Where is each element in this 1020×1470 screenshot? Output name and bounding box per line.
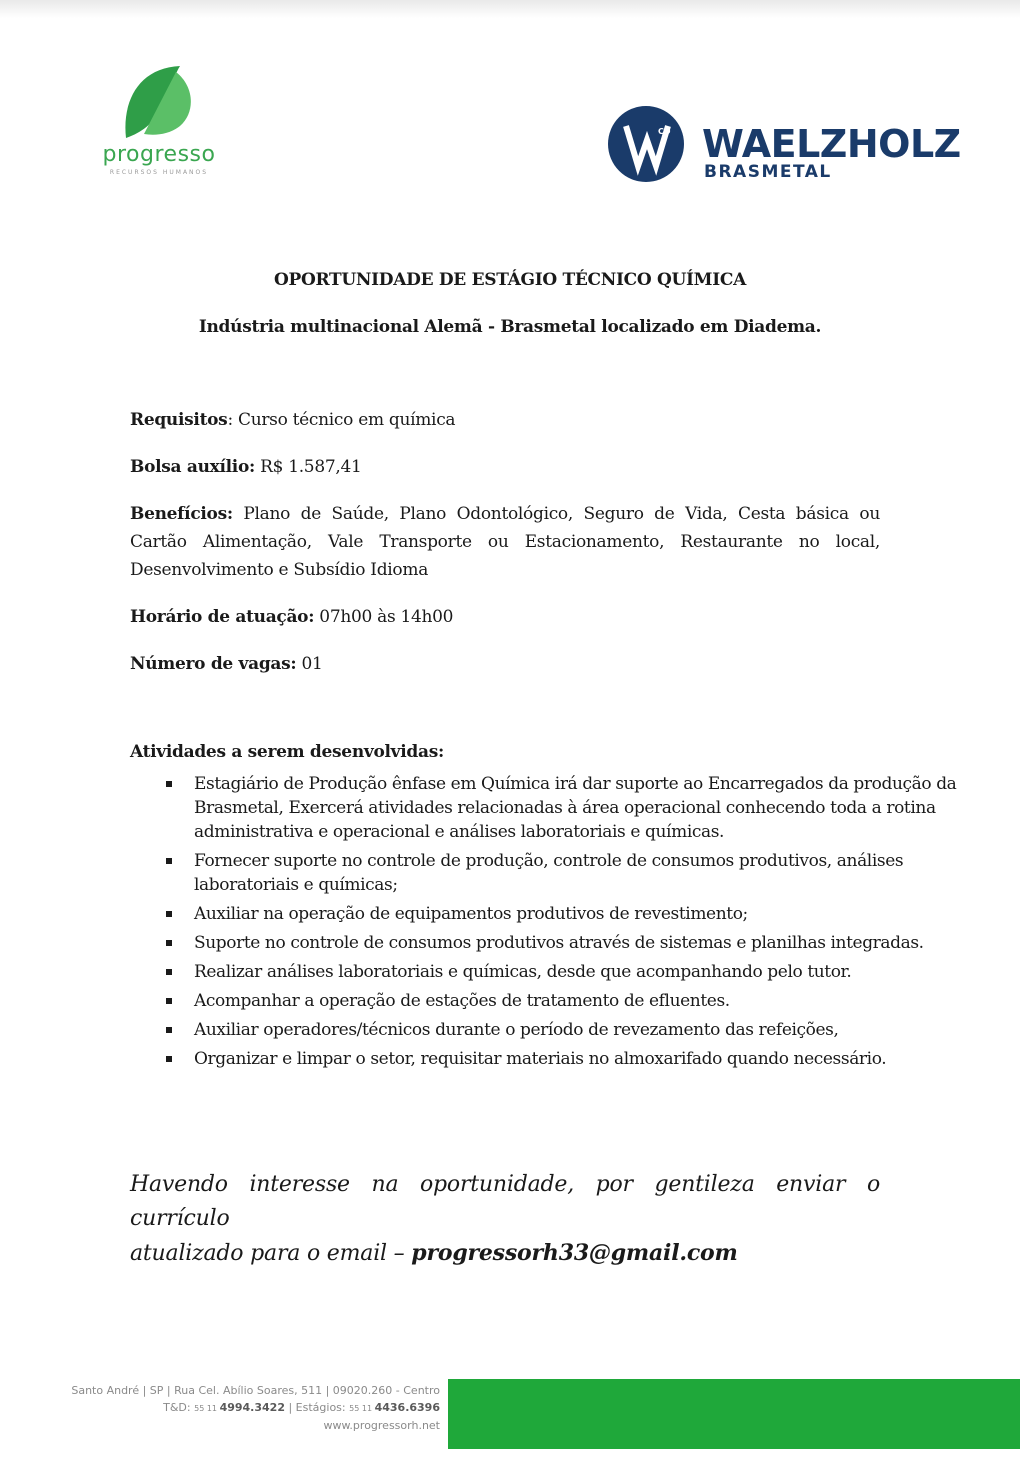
progresso-logo — [84, 62, 234, 182]
field-value: : Curso técnico em química — [227, 410, 456, 430]
list-item: Fornecer suporte no controle de produção, controle de consumos produtivos, análises laboratoriais e químicas; — [130, 849, 960, 897]
waelzholz-wordmark: WAELZHOLZ — [702, 122, 961, 166]
footer-phone: 4994.3422 — [219, 1401, 285, 1414]
field-value: 07h00 às 14h00 — [314, 607, 454, 627]
call-to-action — [130, 1168, 880, 1271]
list-item: Organizar e limpar o setor, requisitar materiais no almoxarifado quando necessário. — [130, 1047, 960, 1071]
field-value: 01 — [296, 654, 323, 674]
waelzholz-emblem-icon — [606, 104, 688, 186]
list-item: Auxiliar operadores/técnicos durante o período de revezamento das refeições, — [130, 1018, 960, 1042]
list-item: Auxiliar na operação de equipamentos produtivos de revestimento; — [130, 902, 960, 926]
cta-line-2: atualizado para o email – — [130, 1241, 412, 1266]
page-subtitle: Indústria multinacional Alemã - Brasmetal localizado em Diadema. — [198, 317, 822, 337]
field-value: Plano de Saúde, Plano Odontológico, Seguro de Vida, Cesta básica ou Cartão Alimentação, Vale Transporte ou Estacionamento, Restaurante no local, Desenvolvimento e Subsídio Idioma — [130, 504, 880, 580]
bullet-icon — [166, 911, 172, 917]
field-label: Benefícios: — [130, 504, 233, 524]
bullet-icon — [166, 858, 172, 864]
page-top-shadow — [0, 0, 1020, 18]
list-item: Realizar análises laboratoriais e químicas, desde que acompanhando pelo tutor. — [130, 960, 960, 984]
cta-line-1: Havendo interesse na oportunidade, por gentileza enviar o currículo — [130, 1172, 880, 1231]
field-vagas — [130, 650, 880, 678]
footer-green-bar — [448, 1379, 1020, 1449]
bullet-icon — [166, 781, 172, 787]
field-label: Bolsa auxílio: — [130, 457, 255, 477]
emblem-mark-text: CD — [658, 127, 671, 136]
bullet-icon — [166, 969, 172, 975]
bullet-icon — [166, 1056, 172, 1062]
field-horario — [130, 603, 880, 631]
field-label: Número de vagas: — [130, 654, 297, 674]
bullet-icon — [166, 940, 172, 946]
list-item: Acompanhar a operação de estações de tratamento de efluentes. — [130, 989, 960, 1013]
activities-heading: Atividades a serem desenvolvidas: — [130, 742, 444, 762]
leaf-icon — [120, 62, 200, 140]
waelzholz-logo — [606, 104, 961, 188]
list-item: Estagiário de Produção ênfase em Química irá dar suporte ao Encarregados da produção da Brasmetal, Exercerá atividades relacionadas à área operacional conhecendo toda a rotina administrativa e operacional e análises laboratoriais e químicas. — [130, 772, 960, 844]
contact-email-link[interactable]: progressorh33@gmail.com — [411, 1240, 738, 1266]
page-title: OPORTUNIDADE DE ESTÁGIO TÉCNICO QUÍMICA — [274, 270, 746, 290]
field-label: Horário de atuação: — [130, 607, 315, 627]
progresso-tagline: RECURSOS HUMANOS — [109, 169, 209, 176]
footer-stage-phone: 4436.6396 — [374, 1401, 440, 1414]
field-label: Requisitos — [130, 410, 228, 430]
footer-contact — [71, 1382, 440, 1434]
footer-address: Santo André | SP | Rua Cel. Abílio Soares, 511 | 09020.260 - Centro — [71, 1384, 440, 1397]
field-beneficios — [130, 500, 880, 584]
bullet-icon — [166, 998, 172, 1004]
footer-website-link[interactable]: www.progressorh.net — [323, 1419, 440, 1432]
list-item: Suporte no controle de consumos produtivos através de sistemas e planilhas integradas. — [130, 931, 960, 955]
field-value: R$ 1.587,41 — [254, 457, 362, 477]
footer-phones: T&D: 55 11 4994.3422 | Estágios: 55 11 4436.6396 — [163, 1401, 440, 1414]
field-requisitos — [130, 406, 880, 434]
brasmetal-wordmark: BRASMETAL — [704, 162, 832, 182]
progresso-wordmark: progresso — [102, 142, 216, 167]
bullet-icon — [166, 1027, 172, 1033]
activities-list — [130, 772, 960, 1076]
field-bolsa — [130, 453, 880, 481]
